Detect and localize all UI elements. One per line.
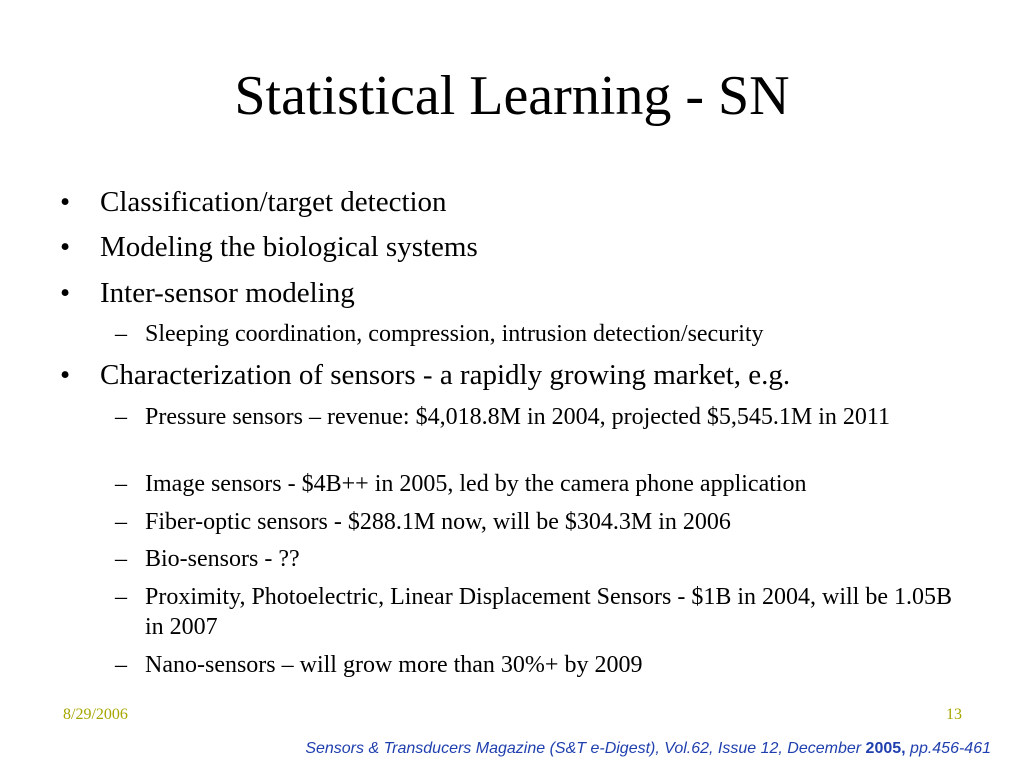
bullet-glyph: • bbox=[60, 186, 71, 218]
sub-bullet-item bbox=[115, 469, 960, 499]
sub-bullet-text: Image sensors - $4B++ in 2005, led by the camera phone application bbox=[145, 471, 807, 497]
bullet-text: Inter-sensor modeling bbox=[100, 277, 355, 309]
sub-bullet-item bbox=[115, 402, 960, 432]
slide-title: Statistical Learning - SN bbox=[234, 65, 790, 127]
bullet-glyph: • bbox=[60, 277, 71, 309]
bullet-item bbox=[60, 358, 791, 392]
sub-bullet-item bbox=[115, 544, 960, 574]
sub-bullet-item bbox=[115, 650, 960, 680]
page-number: 13 bbox=[946, 706, 962, 723]
dash-glyph: – bbox=[115, 404, 127, 430]
bullet-item bbox=[60, 230, 478, 264]
dash-glyph: – bbox=[115, 509, 127, 535]
bullet-glyph: • bbox=[60, 231, 71, 263]
bullet-item bbox=[60, 276, 355, 310]
dash-glyph: – bbox=[115, 321, 127, 347]
citation-pages: pp.456-461 bbox=[905, 740, 991, 757]
citation-text: Sensors & Transducers Magazine (S&T e-Digest), Vol.62, Issue 12, December bbox=[305, 740, 866, 757]
dash-glyph: – bbox=[115, 546, 127, 572]
sub-bullet-item bbox=[115, 582, 960, 642]
sub-bullet-text: Fiber-optic sensors - $288.1M now, will be $304.3M in 2006 bbox=[145, 509, 731, 535]
citation-year: 2005, bbox=[865, 740, 906, 757]
dash-glyph: – bbox=[115, 584, 127, 610]
sub-bullet-item bbox=[115, 507, 960, 537]
dash-glyph: – bbox=[115, 652, 127, 678]
footer-date: 8/29/2006 bbox=[63, 706, 128, 723]
sub-bullet-text: Pressure sensors – revenue: $4,018.8M in 2004, projected $5,545.1M in 2011 bbox=[145, 404, 891, 430]
bullet-text: Modeling the biological systems bbox=[100, 231, 478, 263]
bullet-text: Characterization of sensors - a rapidly growing market, e.g. bbox=[100, 359, 791, 391]
bullet-text: Classification/target detection bbox=[100, 186, 447, 218]
sub-bullet-text: Sleeping coordination, compression, intrusion detection/security bbox=[145, 321, 764, 347]
sub-bullet-text: Bio-sensors - ?? bbox=[145, 546, 300, 572]
dash-glyph: – bbox=[115, 471, 127, 497]
bullet-item bbox=[60, 185, 447, 219]
sub-bullet-item bbox=[115, 319, 960, 349]
citation bbox=[305, 740, 991, 758]
sub-bullet-text: Nano-sensors – will grow more than 30%+ by 2009 bbox=[145, 652, 643, 678]
sub-bullet-text: Proximity, Photoelectric, Linear Displacement Sensors - $1B in 2004, will be 1.05B in 2007 bbox=[145, 584, 952, 640]
bullet-glyph: • bbox=[60, 359, 71, 391]
